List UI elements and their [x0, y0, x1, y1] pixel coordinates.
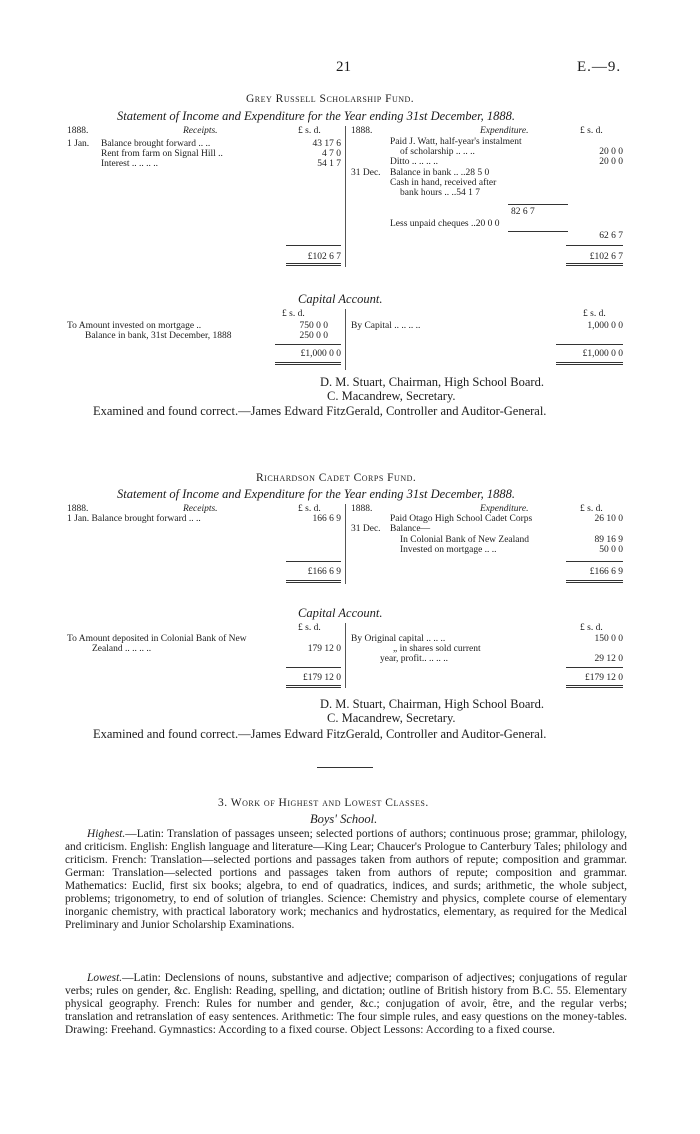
chairman-signature: D. M. Stuart, Chairman, High School Board.: [320, 375, 544, 389]
capital-amount: 750 0 0: [299, 321, 328, 331]
subtotal-rule: [508, 204, 568, 205]
capital-line: By Capital .. .. .. ..: [351, 321, 421, 331]
capital-amount: 250 0 0: [299, 331, 328, 341]
audit-statement: Examined and found correct.—James Edward FitzGerald, Controller and Auditor-General.: [93, 404, 547, 418]
expenditure-amount: 20 0 0: [599, 147, 623, 157]
section-title: 3. Work of Highest and Lowest Classes.: [218, 797, 429, 809]
total-double-rule: [286, 580, 341, 583]
expenditure-year: 1888.: [351, 126, 373, 136]
capital-currency-header: £ s. d.: [583, 309, 606, 319]
page-number: 21: [336, 59, 351, 75]
expenditure-line: Less unpaid cheques ..20 0 0: [390, 219, 500, 229]
receipts-heading: Receipts.: [183, 126, 218, 136]
expenditure-line: Cash in hand, received after: [390, 178, 497, 188]
capital-amount: 1,000 0 0: [587, 321, 623, 331]
column-divider: [345, 309, 346, 370]
expenditure-heading: Expenditure.: [480, 504, 529, 514]
expenditure-amount: 26 10 0: [594, 514, 623, 524]
expenditure-line: Invested on mortgage .. ..: [400, 545, 497, 555]
receipt-line: Interest .. .. .. ..: [101, 159, 158, 169]
receipt-amount: 166 6 9: [312, 514, 341, 524]
capital-currency-header: £ s. d.: [580, 623, 603, 633]
expenditure-amount: 20 0 0: [599, 157, 623, 167]
highest-text: —Latin: Translation of passages unseen; selected portions of authors; continuous prose; grammar, philology, and criticism. English: English language and literature—King Lear; Chaucer's Prologue to Canterbury Tales; philology and criticism. French: Translation—selected portions and passages taken from authors of repute; composition and grammar. German: Translation—selected portions and passages taken from authors of repute; composition and grammar. Mathematics: Euclid, first six books; algebra, to end of quadratics, indices, and surds; arithmetic, the whole subject, problems; trigonometry, to end of solution of triangles. Science: Chemistry and physics, complete course of elementary inorganic chemistry, with practical laboratory work; mechanics and hydrostatics, elementary, as required for the Medical Preliminary and Junior Scholarship Examinations.: [65, 828, 627, 932]
capital-total: £1,000 0 0: [300, 349, 341, 359]
section-subtitle: Statement of Income and Expenditure for the Year ending 31st December, 1888.: [117, 487, 515, 501]
total-double-rule: [286, 685, 341, 688]
expenditure-total: £166 6 9: [589, 567, 623, 577]
capital-currency-header: £ s. d.: [298, 623, 321, 633]
total-rule: [275, 344, 341, 345]
lowest-text: —Latin: Declensions of nouns, substantive and adjective; comparison of adjectives; conjugations of regular verbs; rules on gender, &c. English: Reading, spelling, and dictation; outline of British history from B.C. 55. Elementary physical geography. French: Rules for number and gender, &c.; conjugation of avoir, être, and the regular verbs; translation and retranslation of easy sentences. Arithmetic: The four simple rules, and easy questions on the money-tables. Drawing: Freehand. Gymnastics: According to a fixed course. Object Lessons: According to a fixed course.: [65, 972, 627, 1037]
total-rule: [566, 667, 623, 668]
expenditure-line: bank hours .. ..54 1 7: [400, 188, 480, 198]
total-rule: [566, 245, 623, 246]
total-double-rule: [556, 362, 623, 365]
receipts-currency-header: £ s. d.: [298, 126, 321, 136]
secretary-signature: C. Macandrew, Secretary.: [327, 389, 456, 403]
receipts-total: £102 6 7: [307, 252, 341, 262]
capital-line: By Original capital .. .. ..: [351, 634, 446, 644]
total-double-rule: [566, 263, 623, 266]
expenditure-amount: 50 0 0: [599, 545, 623, 555]
receipts-year: 1888.: [67, 126, 89, 136]
column-divider: [345, 504, 346, 584]
chairman-signature: D. M. Stuart, Chairman, High School Board.: [320, 697, 544, 711]
receipt-line: Balance brought forward .. ..: [101, 139, 211, 149]
capital-line: „ in shares sold current: [393, 644, 481, 654]
expenditure-line: Ditto .. .. .. ..: [390, 157, 439, 167]
highest-label: Highest.: [87, 828, 126, 840]
receipts-heading: Receipts.: [183, 504, 218, 514]
section-subtitle: Boys' School.: [310, 812, 378, 826]
expenditure-currency-header: £ s. d.: [580, 126, 603, 136]
capital-line: Zealand .. .. .. ..: [92, 644, 152, 654]
receipts-currency-header: £ s. d.: [298, 504, 321, 514]
section-title: Richardson Cadet Corps Fund.: [256, 472, 417, 484]
capital-amount: 29 12 0: [594, 654, 623, 664]
receipt-line: Rent from farm on Signal Hill ..: [101, 149, 223, 159]
receipt-amount: 43 17 6: [312, 139, 341, 149]
expenditure-date: 31 Dec.: [351, 524, 381, 534]
total-rule: [286, 245, 341, 246]
receipts-year: 1888.: [67, 504, 89, 514]
total-rule: [286, 561, 341, 562]
expenditure-line: Paid Otago High School Cadet Corps: [390, 514, 533, 524]
capital-account-title: Capital Account.: [298, 292, 383, 306]
capital-total: £1,000 0 0: [582, 349, 623, 359]
receipts-date: 1 Jan.: [67, 139, 90, 149]
capital-amount: 179 12 0: [307, 644, 341, 654]
expenditure-line: of scholarship .. .. ..: [400, 147, 475, 157]
expenditure-line: In Colonial Bank of New Zealand: [400, 535, 530, 545]
total-rule: [556, 344, 623, 345]
total-double-rule: [286, 263, 341, 266]
receipt-amount: 4 7 0: [322, 149, 341, 159]
expenditure-amount: 89 16 9: [594, 535, 623, 545]
expenditure-heading: Expenditure.: [480, 126, 529, 136]
capital-total: £179 12 0: [303, 673, 341, 683]
expenditure-date: 31 Dec.: [351, 168, 381, 178]
expenditure-currency-header: £ s. d.: [580, 504, 603, 514]
lowest-label: Lowest.: [87, 972, 123, 984]
section-separator-rule: [317, 767, 373, 768]
expenditure-total: £102 6 7: [589, 252, 623, 262]
subtotal-amount: 82 6 7: [511, 207, 535, 217]
capital-line: year, profit.. .. .. ..: [380, 654, 448, 664]
subtotal-rule: [508, 231, 568, 232]
document-reference: E.—9.: [577, 59, 622, 75]
capital-amount: 150 0 0: [594, 634, 623, 644]
expenditure-line: Balance—: [390, 524, 431, 534]
net-balance-amount: 62 6 7: [599, 231, 623, 241]
total-double-rule: [566, 685, 623, 688]
total-double-rule: [566, 580, 623, 583]
expenditure-year: 1888.: [351, 504, 373, 514]
expenditure-line: Balance in bank .. ..28 5 0: [390, 168, 490, 178]
capital-total: £179 12 0: [585, 673, 623, 683]
secretary-signature: C. Macandrew, Secretary.: [327, 711, 456, 725]
capital-line: To Amount deposited in Colonial Bank of New: [67, 634, 247, 644]
column-divider: [345, 126, 346, 267]
capital-account-title: Capital Account.: [298, 606, 383, 620]
lowest-class-paragraph: [65, 972, 627, 1037]
audit-statement: Examined and found correct.—James Edward FitzGerald, Controller and Auditor-General.: [93, 727, 547, 741]
total-rule: [286, 667, 341, 668]
capital-line: To Amount invested on mortgage ..: [67, 321, 202, 331]
section-subtitle: Statement of Income and Expenditure for the Year ending 31st December, 1888.: [117, 109, 515, 123]
capital-line: Balance in bank, 31st December, 1888: [85, 331, 232, 341]
receipt-amount: 54 1 7: [317, 159, 341, 169]
column-divider: [345, 623, 346, 688]
receipt-line: 1 Jan. Balance brought forward .. ..: [67, 514, 201, 524]
section-title: Grey Russell Scholarship Fund.: [246, 93, 415, 105]
total-double-rule: [275, 362, 341, 365]
receipts-total: £166 6 9: [307, 567, 341, 577]
highest-class-paragraph: [65, 828, 627, 932]
expenditure-line: Paid J. Watt, half-year's instalment: [390, 137, 522, 147]
capital-currency-header: £ s. d.: [282, 309, 305, 319]
total-rule: [566, 561, 623, 562]
